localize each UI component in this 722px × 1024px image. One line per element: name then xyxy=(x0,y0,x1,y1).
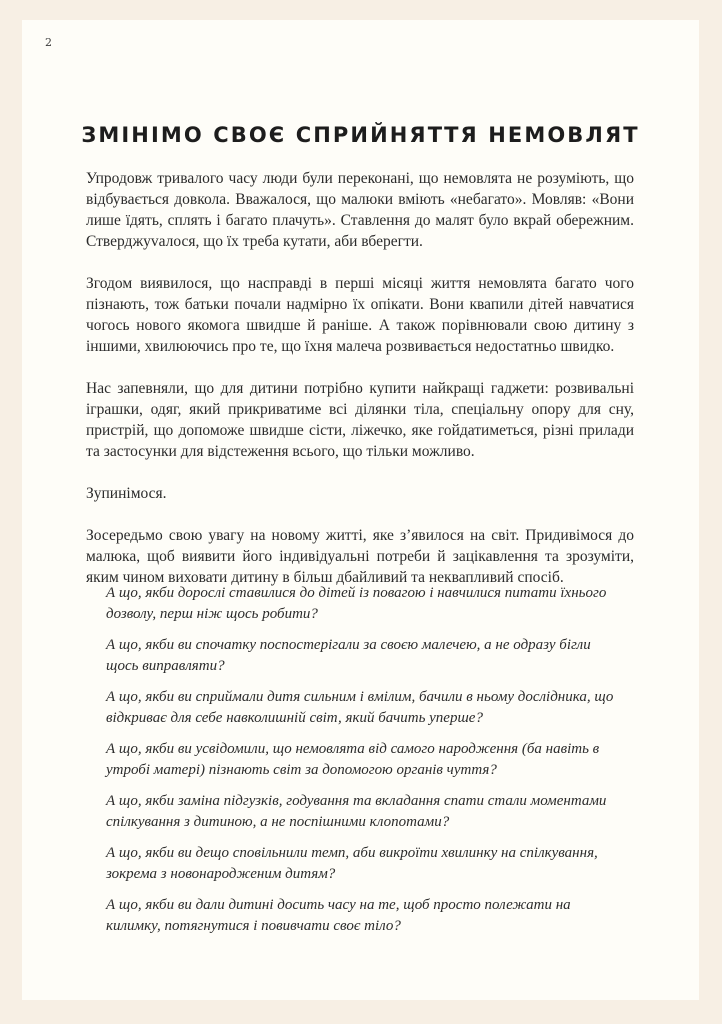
paragraph: Упродовж тривалого часу люди були переконані, що немовлята не розуміють, що відбувається довкола. Вважалося, що малюки вміють «небагато». Мовляв: «Вони лише їдять, сплять і багато плачуть». Ставлення до малят було вкрай обережним. Стверджуvалося, що їх треба кутати, аби вберегти. xyxy=(86,170,634,250)
question-item: А що, якби ви дещо сповільнили темп, аби викроїти хвилинку на спілкування, зокрема з новонародженим дитям? xyxy=(106,845,598,882)
body-text xyxy=(86,168,634,609)
page-title: ЗМІНІМО СВОЄ СПРИЙНЯТТЯ НЕМОВЛЯТ xyxy=(81,123,640,147)
question-item: А що, якби ви усвідомили, що немовлята від самого народження (ба навіть в утробі матері) пізнають світ за допомогою органів чуття? xyxy=(106,741,600,778)
page-number: 2 xyxy=(45,36,52,49)
question-item: А що, якби дорослі ставилися до дітей із повагою і навчилися питати їхнього дозволу, перш ніж щось робити? xyxy=(106,585,607,622)
question-item: А що, якби ви сприймали дитя сильним і вмілим, бачили в ньому дослідника, що відкриває для себе навколишній світ, який бачить уперше? xyxy=(106,689,614,726)
page-sheet xyxy=(22,20,699,1000)
question-list xyxy=(106,583,626,947)
question-item: А що, якби ви спочатку поспостерігали за своєю малечею, а не одразу бігли щось виправляти? xyxy=(106,637,591,674)
question-item: А що, якби заміна підгузків, годування та вкладання спати стали моментами спілкування з дитиною, а не поспішними клопотами? xyxy=(106,793,607,830)
paragraph: Нас запевняли, що для дитини потрібно купити найкращі гаджети: розвивальні іграшки, одяг, який прикриватиме всі ділянки тіла, спеціальну опору для сну, пристрій, що допоможе швидше сісти, ліжечко, яке гойдатиметься, різні прилади та застосунки для відстеження всього, що тільки можливо. xyxy=(86,380,634,460)
paragraph: Зосередьмо свою увагу на новому житті, яке з’явилося на світ. Придивімося до малюка, щоб виявити його індивідуальні потреби й зацікавлення та зрозуміти, яким чином виховати дитину в більш дбайливий та неквапливий спосіб. xyxy=(86,527,634,586)
question-item: А що, якби ви дали дитині досить часу на те, щоб просто полежати на килимку, потягнутися і повивчати своє тіло? xyxy=(106,897,571,934)
paragraph: Зупинімося. xyxy=(86,485,167,502)
paragraph: Згодом виявилося, що насправді в перші місяці життя немовлята багато чого пізнають, тож батьки почали надмірно їх опікати. Вони квапили дітей навчатися чогось нового якомога швидше й раніше. А також порівнювали свою дитину з іншими, хвилюючись про те, що їхня малеча розвивається недостатньо швидко. xyxy=(86,275,634,355)
